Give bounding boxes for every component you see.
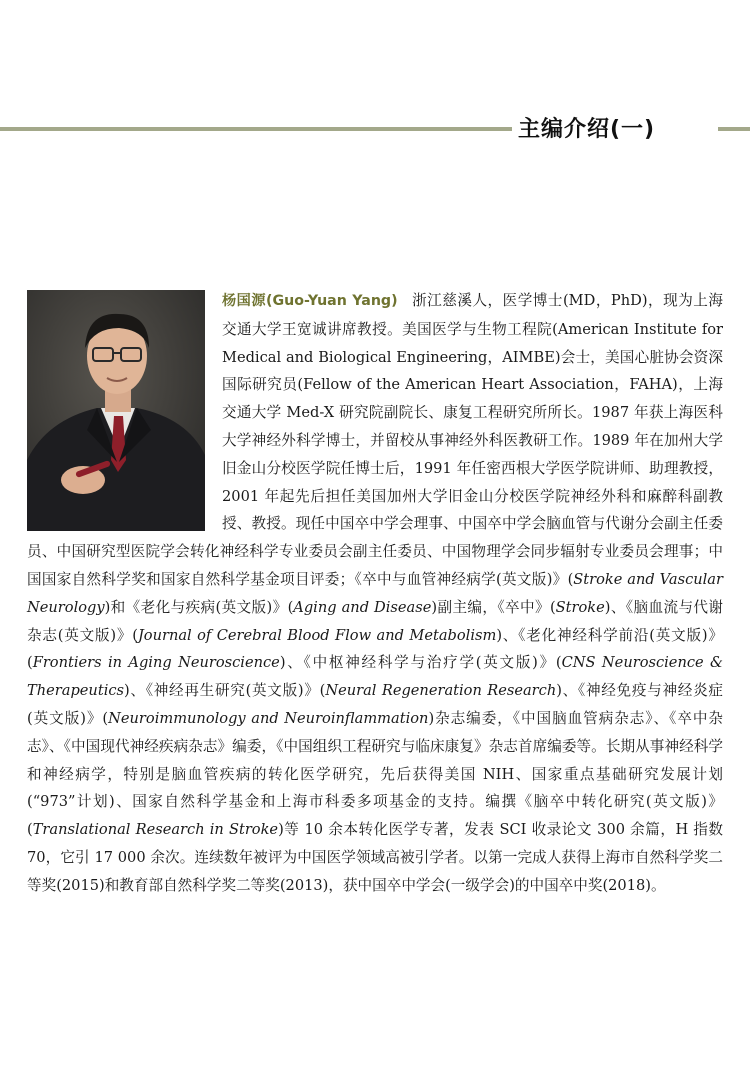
- editor-name: 杨国源(Guo-Yuan Yang): [222, 293, 398, 309]
- bio-part: )和《老化与疾病(英文版)》(: [104, 598, 294, 616]
- bio-part: )等 10 余本转化医学专著，发表 SCI 收录论文 300 余篇，H 指数 70，它引 17 000 余次。连续数年被评为中国医学领域高被引学者。以第一完成人获得上海市自然科学奖二等奖(2015)和教育部自然科学奖二等奖(2013)，获中国卒中学会(一级学会)的中国卒中奖(2018)。: [27, 821, 724, 894]
- journal-title: Neuroimmunology and Neuroinflammation: [108, 709, 429, 727]
- photo-float-spacer: [27, 287, 222, 537]
- bio-part: )杂志编委，《中国脑血管病杂志》、《卒中杂志》、《中国现代神经疾病杂志》编委，《中国组织工程研究与临床康复》杂志首席编委等。长期从事神经科学和神经病学，特别是脑血管疾病的转化医学研究，先后获得美国 NIH、国家重点基础研究发展计划(“973”计划)、国家自然科学基金和上海市科委多项基金的支持。编撰《脑卒中转化研究(英文版)》(: [27, 709, 723, 839]
- journal-title: Neural Regeneration Research: [325, 682, 557, 700]
- journal-title: Journal of Cerebral Blood Flow and Metabolism: [137, 626, 497, 644]
- bio-part: )、《神经免疫与神经炎症(英文版)》(: [27, 682, 723, 727]
- bio-part: )、《中枢神经科学与治疗学(英文版)》(: [279, 654, 562, 672]
- bio-part: 浙江慈溪人，医学博士(MD，PhD)，现为上海交通大学王宽诚讲席教授。美国医学与生物工程院(American Institute for Medical and Biological Engineering，AIMBE)会士，美国心脏协会资深国际研究员(Fellow of the American Heart Association，FAHA)，上海交通大学 Med-X 研究院副院长、康复工程研究所所长。1987 年获上海医科大学神经外科学博士，并留校从事神经外科医教研工作。1989 年在加州大学旧金山分校医学院任博士后，1991 年任密西根大学医学院讲师、助理教授，2001 年起先后担任美国加州大学旧金山分校医学院神经外科和麻醉科副教授、教授。现任中国卒中学会理事、中国卒中学会脑血管与代谢分会副主任委员、中国研究型医院学会转化神经科学专业委员会副主任委员、中国物理学会同步辐射专业委员会理事；中国国家自然科学奖和国家自然科学基金项目评委；《卒中与血管神经病学(英文版)》(: [27, 292, 723, 588]
- journal-title: Aging and Disease: [293, 598, 432, 616]
- bio-part: )、《神经再生研究(英文版)》(: [124, 682, 326, 700]
- header-rule-right: [718, 127, 750, 131]
- bio-part: )副主编，《卒中》(: [431, 598, 556, 616]
- section-title: 主编介绍(一): [518, 117, 656, 142]
- bio-part: )、《脑血流与代谢杂志(英文版)》(: [27, 598, 723, 644]
- journal-title: Frontiers in Aging Neuroscience: [32, 654, 280, 672]
- journal-title: Stroke and Vascular Neurology: [27, 570, 723, 616]
- journal-title: CNS Neuroscience & Therapeutics: [27, 654, 724, 700]
- bio-part: )、《老化神经科学前沿(英文版)》(: [27, 626, 723, 672]
- header-rule-left: [0, 127, 512, 131]
- journal-title: Stroke: [555, 598, 605, 616]
- book-title: Translational Research in Stroke: [32, 821, 279, 839]
- biography-text: [27, 287, 723, 900]
